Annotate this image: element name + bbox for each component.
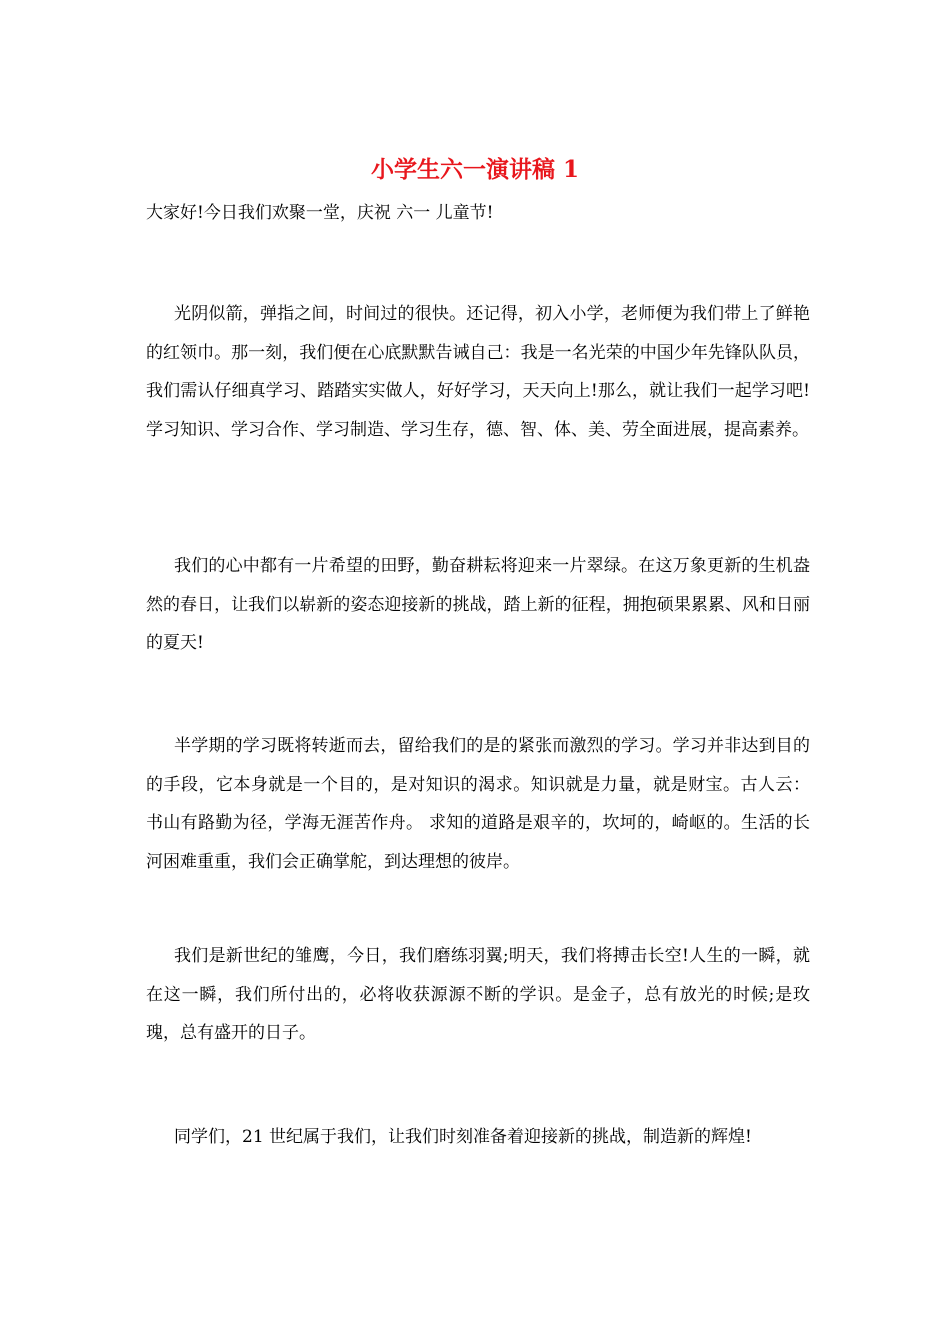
paragraph-5: 同学们，21 世纪属于我们，让我们时刻准备着迎接新的挑战，制造新的辉煌!	[174, 1127, 752, 1147]
document-title: 小学生六一演讲稿 1	[370, 156, 579, 183]
paragraph-3: 半学期的学习既将转逝而去，留给我们的是的紧张而激烈的学习。学习并非达到目的的手段，它本身就是一个目的，是对知识的渴求。知识就是力量，就是财宝。古人云： 书山有路勤为径，学海无涯苦作舟。 求知的道路是艰辛的，坎坷的，崎岖的。生活的长河困难重重，我们会正确掌舵，到达理想的彼岸。	[146, 736, 810, 872]
paragraph-2: 我们的心中都有一片希望的田野，勤奋耕耘将迎来一片翠绿。在这万象更新的生机盎然的春日，让我们以崭新的姿态迎接新的挑战，踏上新的征程，拥抱硕果累累、风和日丽的夏天!	[146, 556, 810, 653]
paragraph-4: 我们是新世纪的雏鹰，今日，我们磨练羽翼;明天，我们将搏击长空!人生的一瞬，就在这一瞬，我们所付出的，必将收获源源不断的学识。是金子，总有放光的时候;是玫瑰，总有盛开的日子。	[146, 946, 810, 1043]
greeting-line: 大家好!今日我们欢聚一堂，庆祝 六一 儿童节!	[146, 203, 494, 223]
paragraph-1: 光阴似箭，弹指之间，时间过的很快。还记得，初入小学，老师便为我们带上了鲜艳的红领巾。那一刻，我们便在心底默默告诫自己：我是一名光荣的中国少年先锋队队员，我们需认仔细真学习、踏踏实实做人，好好学习，天天向上!那么，就让我们一起学习吧!学习知识、学习合作、学习制造、学习生存，德、智、体、美、劳全面进展，提高素养。	[146, 304, 810, 440]
